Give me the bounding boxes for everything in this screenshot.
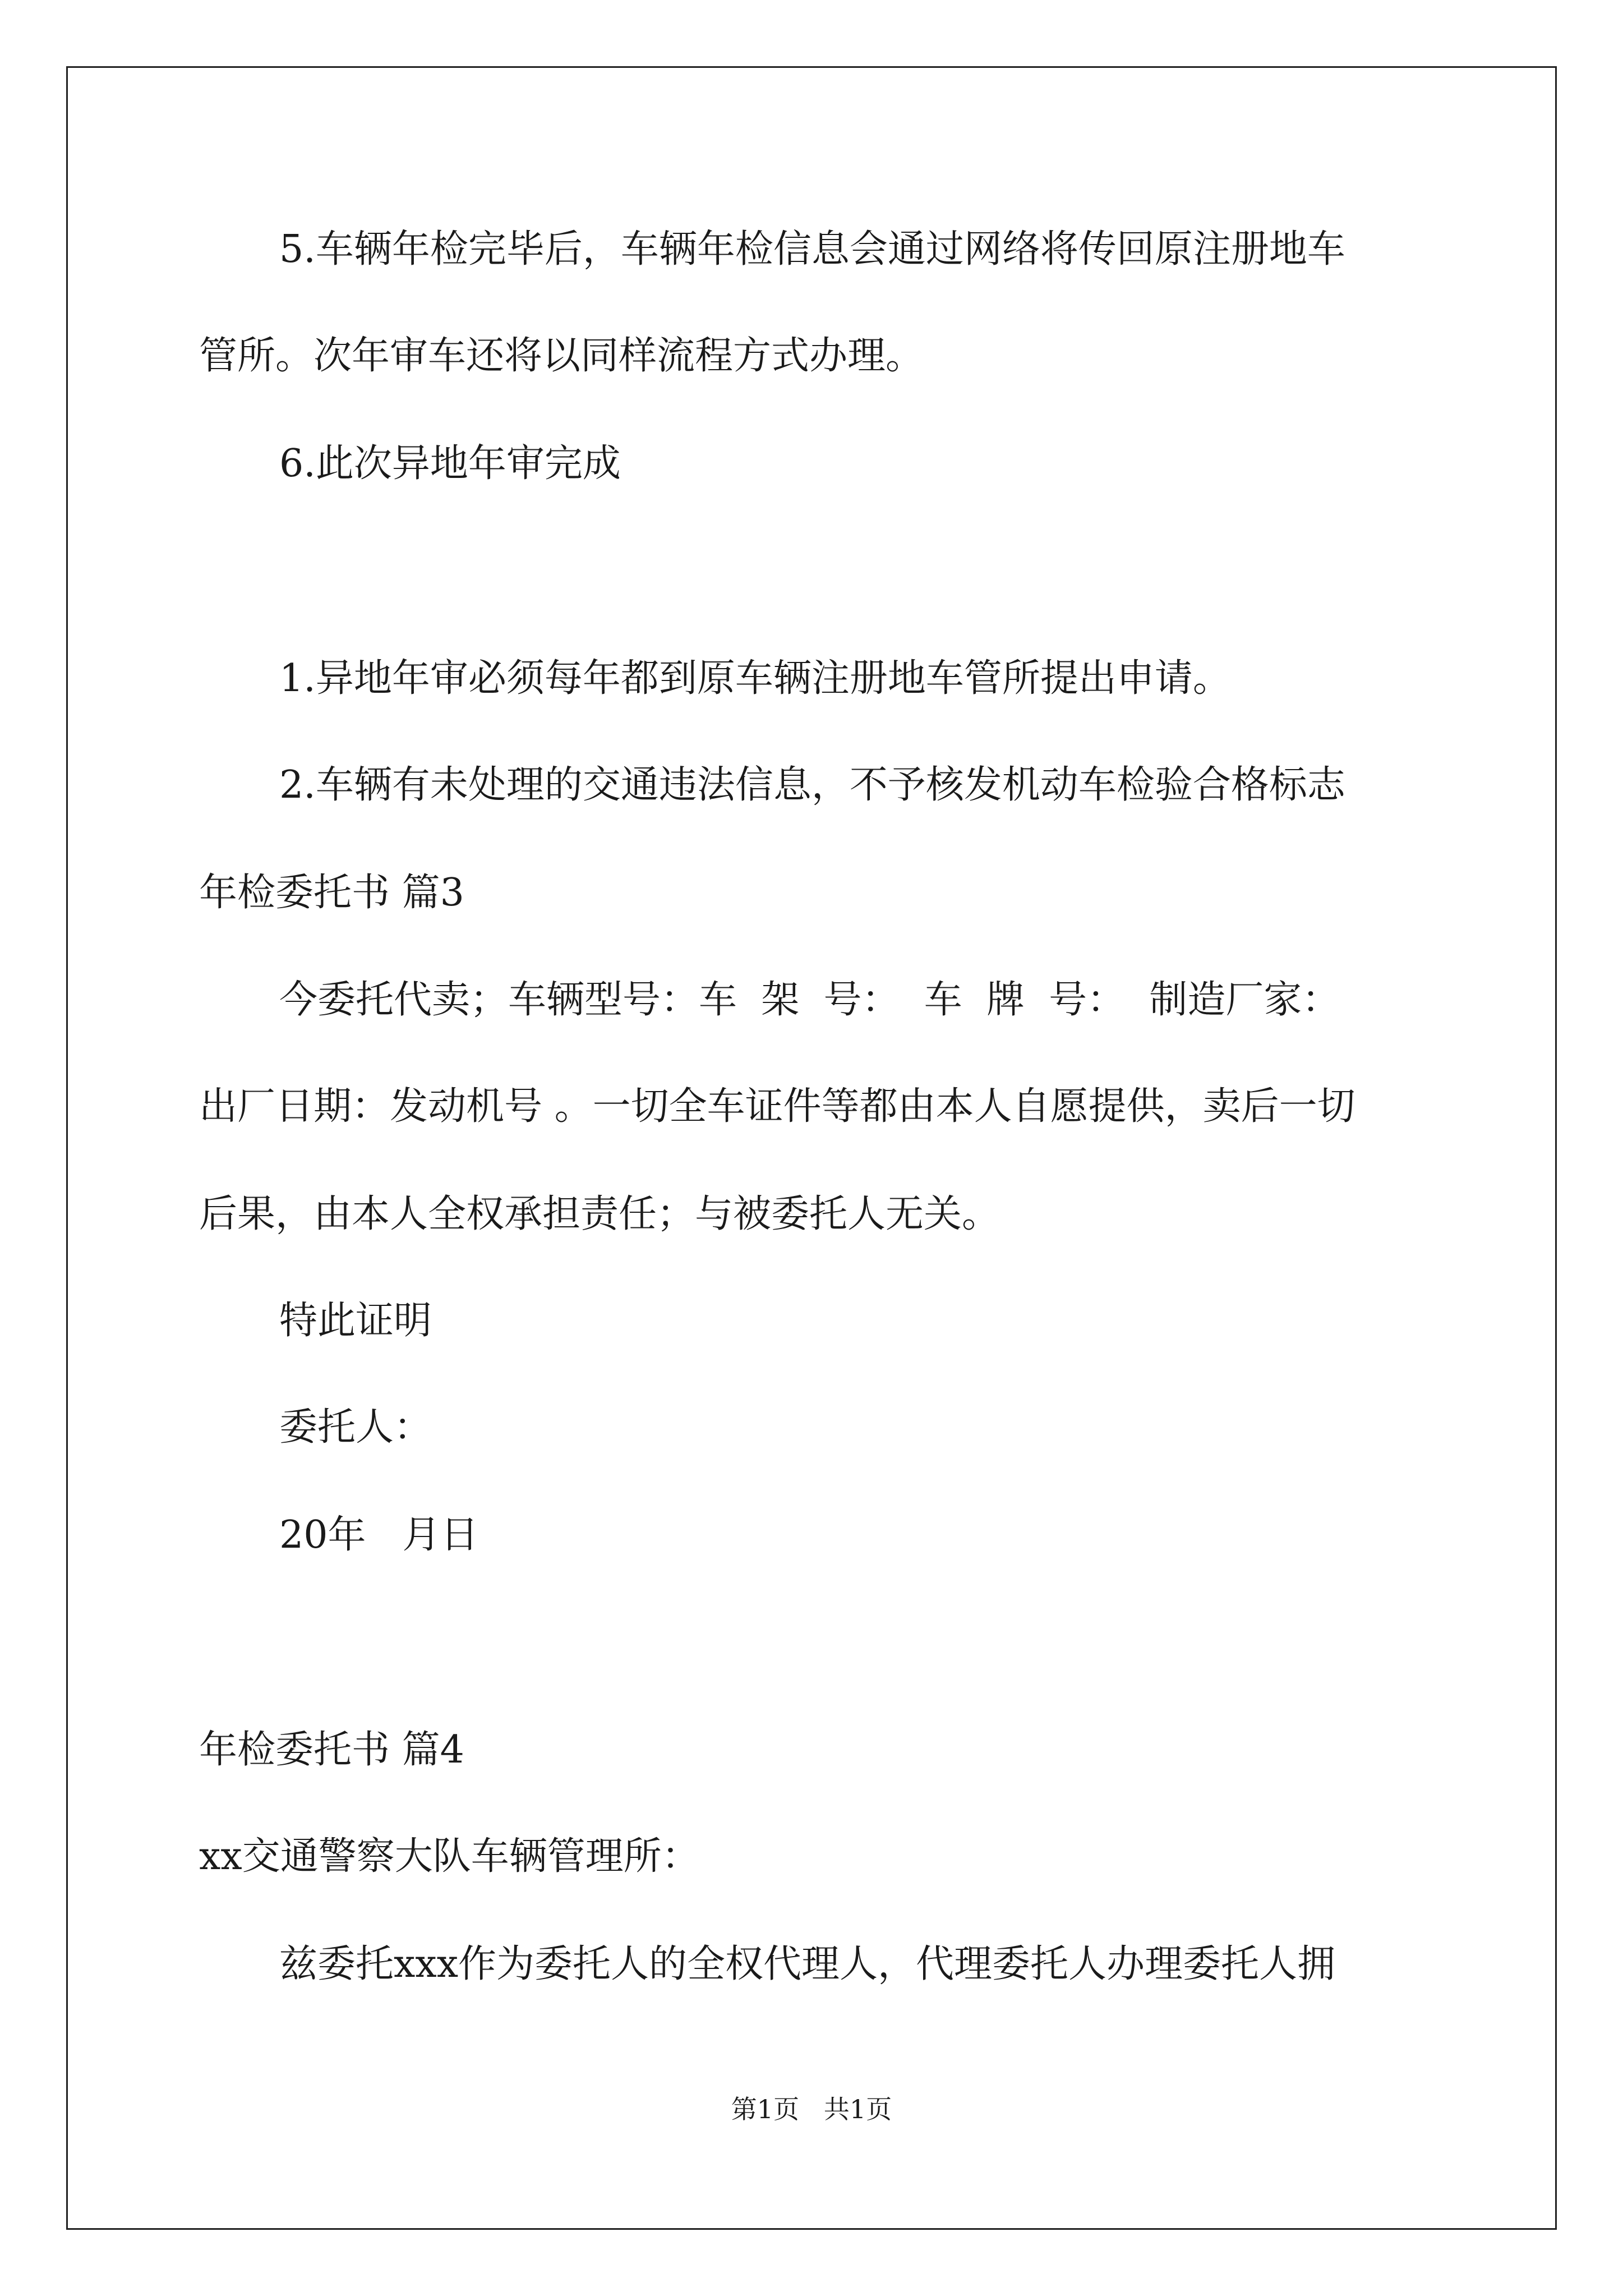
section-heading-4: 年检委托书 篇4	[199, 1728, 464, 1772]
entrust-line-3: 后果，由本人全权承担责任；与被委托人无关。	[199, 1192, 1000, 1236]
addressee: xx交通警察大队车辆管理所：	[199, 1834, 700, 1879]
note-2: 2.车辆有未处理的交通违法信息，不予核发机动车检验合格标志	[279, 763, 1345, 807]
page-number-footer: 第1页 共1页	[731, 2094, 892, 2124]
paragraph-5-line-2: 管所。次年审车还将以同样流程方式办理。	[199, 334, 924, 378]
page-border	[66, 66, 1557, 2230]
entrust-line-2: 出厂日期：发动机号 。一切全车证件等都由本人自愿提供，卖后一切	[199, 1084, 1355, 1129]
date-line: 20年 月日	[279, 1513, 479, 1557]
paragraph-6: 6.此次异地年审完成	[279, 441, 621, 486]
paragraph-5-line-1: 5.车辆年检完毕后，车辆年检信息会通过网络将传回原注册地车	[279, 227, 1345, 272]
principal-label: 委托人：	[279, 1405, 432, 1450]
section-heading-3: 年检委托书 篇3	[199, 871, 464, 915]
certify-text: 特此证明	[279, 1299, 432, 1343]
authorization-line-1: 兹委托xxx作为委托人的全权代理人，代理委托人办理委托人拥	[279, 1942, 1336, 1986]
entrust-line-1: 今委托代卖；车辆型号：车 架 号： 车 牌 号： 制造厂家：	[279, 978, 1340, 1022]
note-1: 1.异地年审必须每年都到原车辆注册地车管所提出申请。	[279, 656, 1231, 701]
